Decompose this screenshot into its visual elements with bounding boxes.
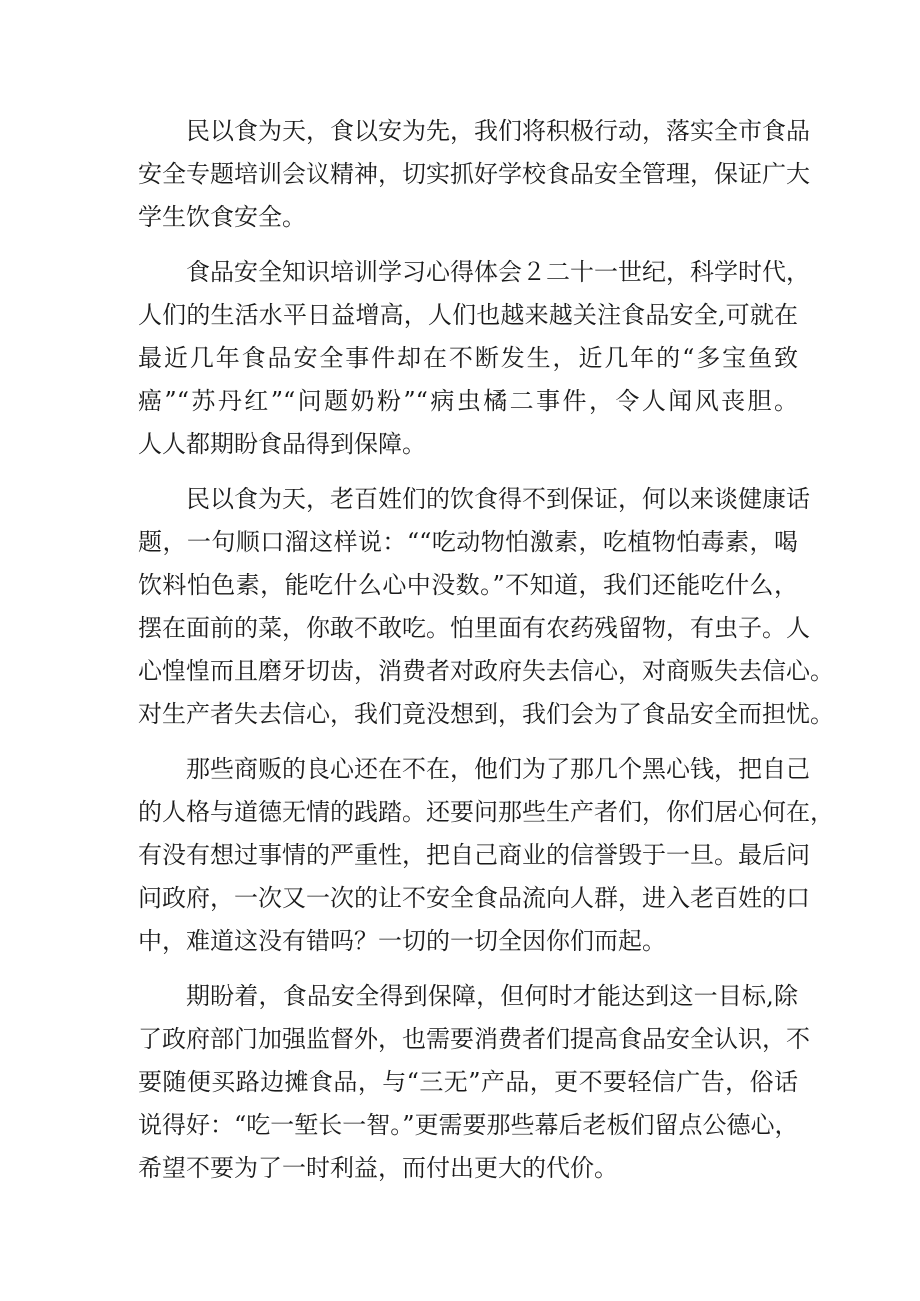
paragraph-line: 人们的生活水平日益增高，人们也越来越关注食品安全,可就在 — [138, 301, 798, 329]
paragraph-line: 心惶惶而且磨牙切齿，消费者对政府失去信心，对商贩失去信心。 — [138, 657, 834, 685]
paragraph-line: 问政府，一次又一次的让不安全食品流向人群，进入老百姓的口 — [138, 884, 810, 912]
paragraph-line: 了政府部门加强监督外，也需要消费者们提高食品安全认识，不 — [138, 1025, 810, 1053]
paragraph-line: 最近几年食品安全事件却在不断发生，近几年的“多宝鱼致 — [138, 344, 798, 372]
paragraph-line: 要随便买路边摊食品，与“三无”产品，更不要轻信广告，俗话 — [138, 1068, 798, 1096]
paragraph-3 — [138, 478, 834, 736]
paragraph-line: 人人都期盼食品得到保障。 — [138, 430, 426, 458]
paragraph-line: 民以食为天，食以安为先，我们将积极行动，落实全市食品 — [186, 117, 810, 145]
paragraph-line: 说得好：“吃一堑长一智。”更需要那些幕后老板们留点公德心， — [138, 1111, 799, 1139]
paragraph-line: 饮料怕色素，能吃什么心中没数。”不知道，我们还能吃什么， — [138, 571, 798, 599]
paragraph-line: 期盼着，食品安全得到保障，但何时才能达到这一目标,除 — [186, 982, 798, 1010]
paragraph-5 — [138, 975, 810, 1190]
paragraph-line: 食品安全知识培训学习心得体会２二十一世纪，科学时代， — [186, 258, 810, 286]
paragraph-line: 那些商贩的良心还在不在，他们为了那几个黑心钱，把自己 — [186, 755, 810, 783]
paragraph-line: 希望不要为了一时利益，而付出更大的代价。 — [138, 1154, 618, 1182]
paragraph-1 — [138, 110, 810, 239]
paragraph-line: 癌”“苏丹红”“问题奶粉”“病虫橘二事件，令人闻风丧胆。 — [138, 387, 798, 415]
paragraph-line: 中，难道这没有错吗？一切的一切全因你们而起。 — [138, 927, 666, 955]
paragraph-line: 安全专题培训会议精神，切实抓好学校食品安全管理，保证广大 — [138, 160, 810, 188]
paragraph-line: 的人格与道德无情的践踏。还要问那些生产者们，你们居心何在， — [138, 798, 834, 826]
paragraph-line: 有没有想过事情的严重性，把自己商业的信誉毁于一旦。最后问 — [138, 841, 810, 869]
paragraph-line: 学生饮食安全。 — [138, 203, 306, 231]
paragraph-line: 题，一句顺口溜这样说：““吃动物怕激素，吃植物怕毒素，喝 — [138, 528, 798, 556]
paragraph-line: 民以食为天，老百姓们的饮食得不到保证，何以来谈健康话 — [186, 485, 810, 513]
document-body — [138, 110, 834, 1202]
paragraph-line: 对生产者失去信心，我们竟没想到，我们会为了食品安全而担忧。 — [138, 700, 834, 728]
paragraph-2 — [138, 251, 810, 466]
paragraph-line: 摆在面前的菜，你敢不敢吃。怕里面有农药残留物，有虫子。人 — [138, 614, 810, 642]
paragraph-4 — [138, 748, 834, 963]
